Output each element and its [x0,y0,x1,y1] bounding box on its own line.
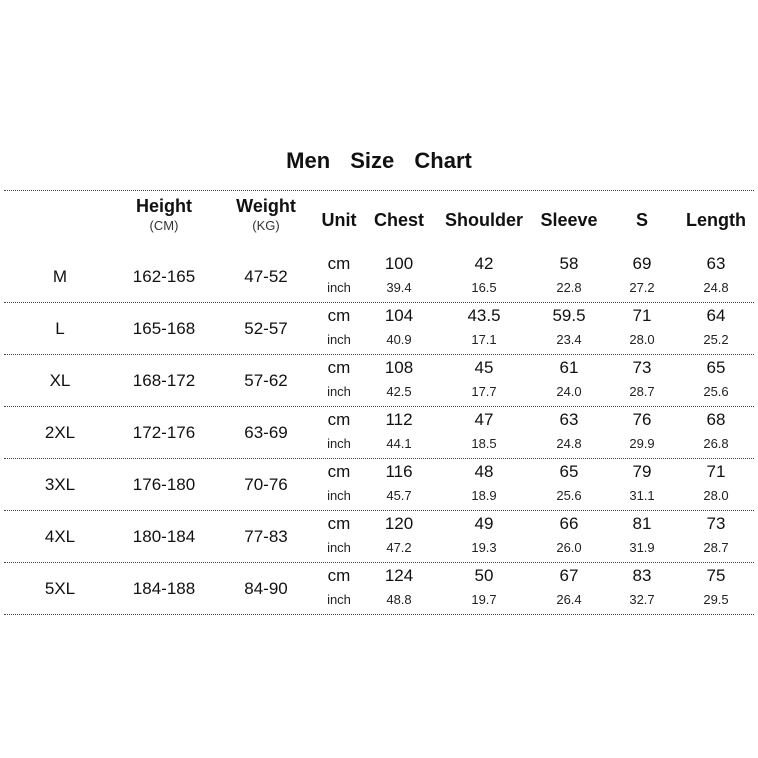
height-cell: 172-176 [132,423,196,442]
weight-cell: 77-83 [244,527,288,546]
length-inch-cell: 29.5 [703,592,729,607]
height-cell: 184-188 [132,579,196,598]
s-inch-cell: 28.7 [629,384,655,399]
s-cm-cell: 76 [632,410,652,429]
sleeve-cm-cell: 63 [559,410,579,429]
sleeve-cm-cell: 65 [559,462,579,481]
sleeve-inch-cell: 26.0 [556,540,582,555]
length-cm-cell: 65 [706,358,726,377]
sleeve-inch-cell: 22.8 [556,280,582,295]
sleeve-cm-cell: 67 [559,566,579,585]
shoulder-inch-cell: 17.1 [471,332,497,347]
shoulder-cm-cell: 49 [474,514,494,533]
s-inch-cell: 28.0 [629,332,655,347]
length-cm-cell: 75 [706,566,726,585]
unit-inch-cell: inch [327,436,351,451]
chart-title: Men Size Chart [286,148,472,173]
shoulder-cm-cell: 50 [474,566,494,585]
unit-inch-cell: inch [327,332,351,347]
length-inch-cell: 25.2 [703,332,729,347]
table-row [0,251,758,303]
weight-cell: 57-62 [244,371,288,390]
unit-cm-cell: cm [327,306,351,325]
height-cell: 165-168 [132,319,196,338]
length-inch-cell: 28.7 [703,540,729,555]
weight-cell: 84-90 [244,579,288,598]
chest-cm-cell: 108 [384,358,414,377]
size-cell: 3XL [44,475,76,494]
shoulder-cm-cell: 42 [474,254,494,273]
sleeve-cm-cell: 59.5 [552,306,586,325]
chest-cm-cell: 100 [384,254,414,273]
header-shoulder: Shoulder [444,210,523,230]
size-cell: 4XL [44,527,76,546]
shoulder-cm-cell: 43.5 [467,306,501,325]
s-inch-cell: 31.1 [629,488,655,503]
header-s: S [635,210,648,230]
unit-cm-cell: cm [327,358,351,377]
s-cm-cell: 79 [632,462,652,481]
shoulder-cm-cell: 45 [474,358,494,377]
height-cell: 176-180 [132,475,196,494]
s-inch-cell: 32.7 [629,592,655,607]
s-cm-cell: 73 [632,358,652,377]
s-cm-cell: 83 [632,566,652,585]
unit-inch-cell: inch [327,488,351,503]
length-inch-cell: 28.0 [703,488,729,503]
chest-cm-cell: 112 [385,410,413,429]
sleeve-inch-cell: 24.0 [556,384,582,399]
unit-inch-cell: inch [327,540,351,555]
chest-cm-cell: 124 [384,566,414,585]
size-cell: M [52,267,68,286]
header-height [118,196,210,246]
chest-inch-cell: 39.4 [386,280,412,295]
table-row [0,563,758,615]
header-unit: Unit [321,210,357,230]
height-cell: 168-172 [132,371,196,390]
chest-cm-cell: 104 [384,306,414,325]
sleeve-inch-cell: 26.4 [556,592,582,607]
length-inch-cell: 25.6 [703,384,729,399]
table-row [0,459,758,511]
size-cell: XL [49,371,71,390]
length-inch-cell: 26.8 [703,436,729,451]
weight-cell: 52-57 [244,319,288,338]
unit-cm-cell: cm [327,254,351,273]
chest-inch-cell: 45.7 [386,488,412,503]
header-chest: Chest [373,210,424,230]
divider [4,190,754,191]
height-cell: 180-184 [132,527,196,546]
size-cell: 5XL [44,579,76,598]
header-weight-unit: (KG) [252,218,280,233]
chest-cm-cell: 116 [385,462,413,481]
length-cm-cell: 63 [706,254,726,273]
header-sleeve: Sleeve [540,210,598,230]
length-cm-cell: 64 [706,306,726,325]
shoulder-cm-cell: 47 [474,410,494,429]
sleeve-inch-cell: 25.6 [556,488,582,503]
shoulder-inch-cell: 18.9 [471,488,497,503]
sleeve-inch-cell: 24.8 [556,436,582,451]
shoulder-inch-cell: 16.5 [471,280,497,295]
length-cm-cell: 71 [706,462,726,481]
table-row [0,355,758,407]
header-length: Length [686,210,746,230]
s-inch-cell: 29.9 [629,436,655,451]
weight-cell: 63-69 [244,423,288,442]
s-cm-cell: 69 [632,254,652,273]
length-cm-cell: 73 [706,514,726,533]
sleeve-cm-cell: 61 [559,358,579,377]
unit-cm-cell: cm [327,410,351,429]
unit-cm-cell: cm [327,514,351,533]
table-row [0,303,758,355]
chest-cm-cell: 120 [384,514,414,533]
height-cell: 162-165 [132,267,196,286]
table-row [0,407,758,459]
shoulder-cm-cell: 48 [474,462,494,481]
unit-inch-cell: inch [327,280,351,295]
s-cm-cell: 81 [632,514,652,533]
length-inch-cell: 24.8 [703,280,729,295]
header-height-unit: (CM) [149,218,179,233]
chest-inch-cell: 44.1 [386,436,412,451]
s-inch-cell: 31.9 [629,540,655,555]
s-inch-cell: 27.2 [629,280,655,295]
sleeve-inch-cell: 23.4 [556,332,582,347]
s-cm-cell: 71 [632,306,652,325]
chest-inch-cell: 42.5 [386,384,412,399]
unit-cm-cell: cm [327,462,351,481]
unit-inch-cell: inch [327,384,351,399]
weight-cell: 47-52 [244,267,288,286]
header-weight [220,196,312,246]
chest-inch-cell: 48.8 [386,592,412,607]
chest-inch-cell: 40.9 [386,332,412,347]
length-cm-cell: 68 [706,410,726,429]
sleeve-cm-cell: 58 [559,254,579,273]
shoulder-inch-cell: 17.7 [471,384,497,399]
size-cell: L [55,319,65,338]
unit-cm-cell: cm [327,566,351,585]
unit-inch-cell: inch [327,592,351,607]
shoulder-inch-cell: 19.7 [471,592,497,607]
row-divider [4,614,754,615]
size-cell: 2XL [44,423,76,442]
sleeve-cm-cell: 66 [559,514,579,533]
header-weight-label: Weight [236,196,296,216]
weight-cell: 70-76 [244,475,288,494]
shoulder-inch-cell: 18.5 [471,436,497,451]
table-row [0,511,758,563]
chest-inch-cell: 47.2 [386,540,412,555]
shoulder-inch-cell: 19.3 [471,540,497,555]
header-height-label: Height [136,196,192,216]
